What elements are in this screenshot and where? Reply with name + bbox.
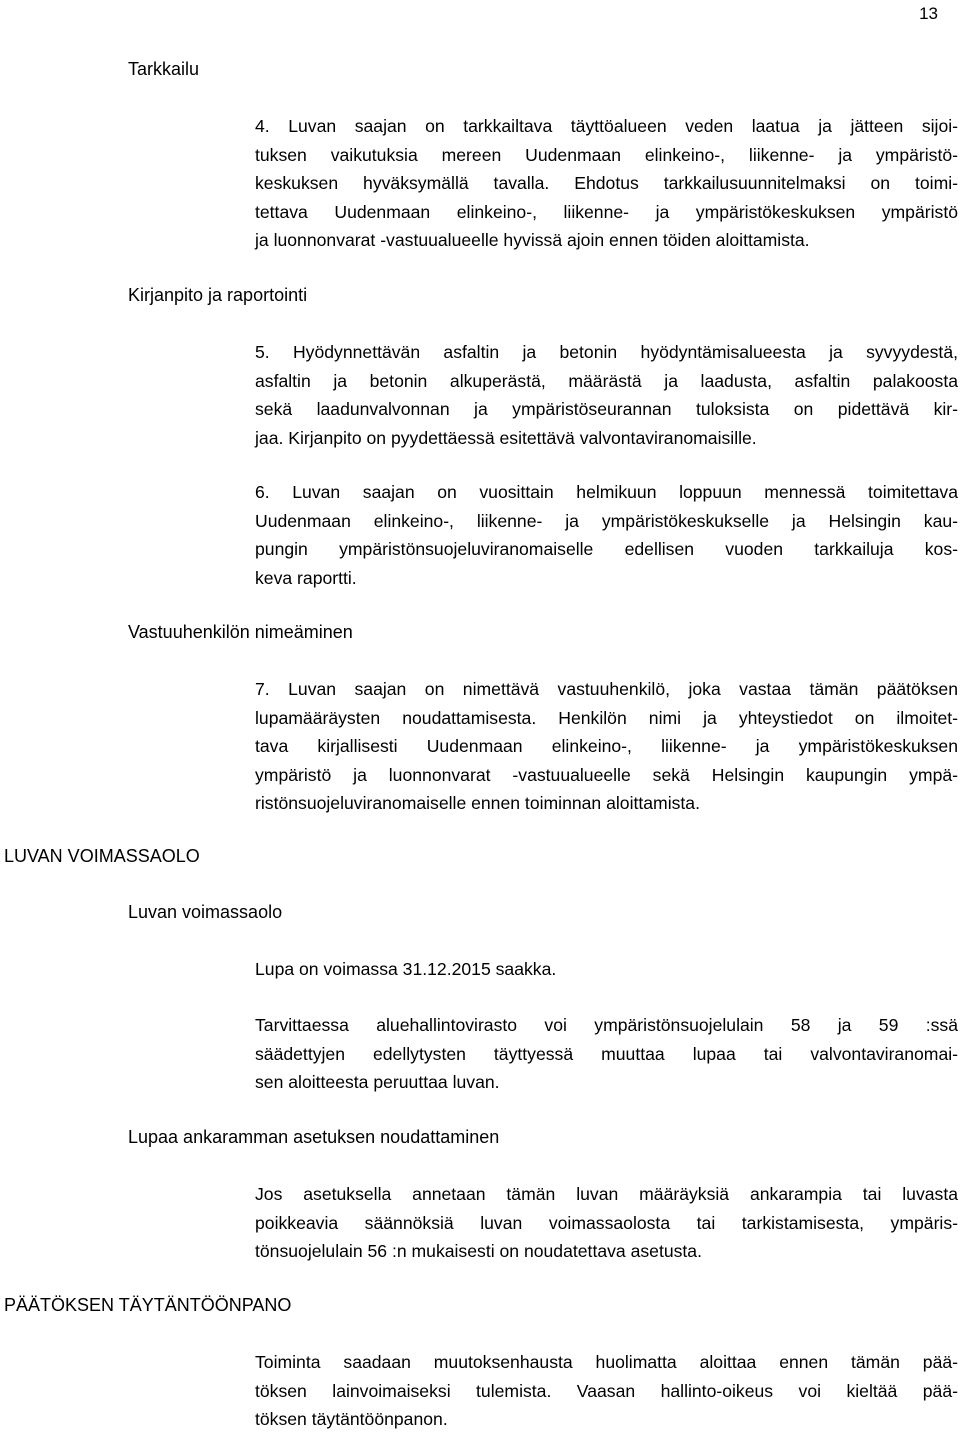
paragraph-line: sekä laadunvalvonnan ja ympäristöseurannan tuloksista on pidettävä kir-: [255, 399, 958, 419]
paragraph-line: tava kirjallisesti Uudenmaan elinkeino-, liikenne- ja ympäristökeskuksen: [255, 736, 958, 756]
paragraph-line: ja luonnonvarat -vastuualueelle hyvissä ajoin ennen töiden aloittamista.: [255, 230, 810, 250]
paragraph-line: Lupa on voimassa 31.12.2015 saakka.: [255, 959, 557, 979]
paragraph-line: Jos asetuksella annetaan tämän luvan määräyksiä ankarampia tai luvasta: [255, 1184, 958, 1204]
paragraph-line: pungin ympäristönsuojeluviranomaiselle edellisen vuoden tarkkailuja kos-: [255, 539, 958, 559]
paragraph-line: lupamääräysten noudattamisesta. Henkilön nimi ja yhteystiedot on ilmoitet-: [255, 707, 958, 728]
heading-luvan-voimassaolo: Luvan voimassaolo: [128, 902, 283, 922]
page-number: 13: [919, 4, 938, 23]
heading-vastuuhenkilo: Vastuuhenkilön nimeäminen: [128, 622, 353, 642]
paragraph-line: tönsuojelulain 56 :n mukaisesti on noudatettava asetusta.: [255, 1241, 702, 1261]
heading-ankarampi: Lupaa ankaramman asetuksen noudattaminen: [128, 1127, 500, 1147]
heading-luvan-voimassaolo-main: LUVAN VOIMASSAOLO: [4, 846, 200, 866]
paragraph-5: [255, 338, 958, 452]
paragraph-line: poikkeavia säännöksiä luvan voimassaolosta tai tarkistamisesta, ympäris-: [255, 1212, 958, 1233]
paragraph-line: 6. Luvan saajan on vuosittain helmikuun loppuun mennessä toimitettava: [255, 482, 958, 502]
paragraph-validity: [255, 955, 958, 984]
paragraph-line: ympäristö ja luonnonvarat -vastuualueelle sekä Helsingin kaupungin ympä-: [255, 764, 958, 785]
paragraph-line: 7. Luvan saajan on nimettävä vastuuhenkilö, joka vastaa tämän päätöksen: [255, 679, 958, 699]
paragraph-line: keva raportti.: [255, 567, 357, 588]
paragraph-line: sen aloitteesta peruuttaa luvan.: [255, 1072, 500, 1092]
paragraph-line: 5. Hyödynnettävän asfaltin ja betonin hyödyntämisalueesta ja syvyydestä,: [255, 342, 958, 362]
paragraph-line: tettava Uudenmaan elinkeino-, liikenne- ja ympäristökeskuksen ympäristö: [255, 201, 958, 222]
heading-tarkkailu: Tarkkailu: [128, 59, 200, 79]
paragraph-line: Uudenmaan elinkeino-, liikenne- ja ympäristökeskukselle ja Helsingin kau-: [255, 510, 958, 531]
paragraph-line: Toiminta saadaan muutoksenhausta huolimatta aloittaa ennen tämän pää-: [255, 1352, 958, 1372]
paragraph-ankarampi: [255, 1180, 958, 1266]
paragraph-line: töksen lainvoimaiseksi tulemista. Vaasan hallinto-oikeus voi kieltää pää-: [255, 1380, 958, 1401]
paragraph-line: keskuksen hyväksymällä tavalla. Ehdotus tarkkailusuunnitelmaksi on toimi-: [255, 173, 958, 193]
heading-kirjanpito: Kirjanpito ja raportointi: [128, 285, 308, 305]
paragraph-line: jaa. Kirjanpito on pyydettäessä esitettävä valvontaviranomaisille.: [255, 427, 757, 448]
paragraph-line: tuksen vaikutuksia mereen Uudenmaan elinkeino-, liikenne- ja ympäristö-: [255, 144, 958, 165]
paragraph-line: Tarvittaessa aluehallintovirasto voi ympäristönsuojelulain 58 ja 59 :ssä: [255, 1015, 958, 1035]
paragraph-amendment: [255, 1011, 958, 1097]
paragraph-taytantoonpano: [255, 1348, 958, 1434]
paragraph-4: [255, 112, 958, 255]
paragraph-6: [255, 478, 958, 592]
paragraph-7: [255, 675, 958, 818]
paragraph-line: asfaltin ja betonin alkuperästä, määrästä ja laadusta, asfaltin palakoosta: [255, 370, 958, 391]
paragraph-line: säädettyjen edellytysten täyttyessä muuttaa lupaa tai valvontaviranomai-: [255, 1043, 958, 1064]
paragraph-line: ristönsuojeluviranomaiselle ennen toiminnan aloittamista.: [255, 793, 700, 813]
heading-taytantoonpano: PÄÄTÖKSEN TÄYTÄNTÖÖNPANO: [4, 1295, 292, 1315]
paragraph-line: 4. Luvan saajan on tarkkailtava täyttöalueen veden laatua ja jätteen sijoi-: [255, 116, 958, 136]
paragraph-line: töksen täytäntöönpanon.: [255, 1409, 448, 1429]
